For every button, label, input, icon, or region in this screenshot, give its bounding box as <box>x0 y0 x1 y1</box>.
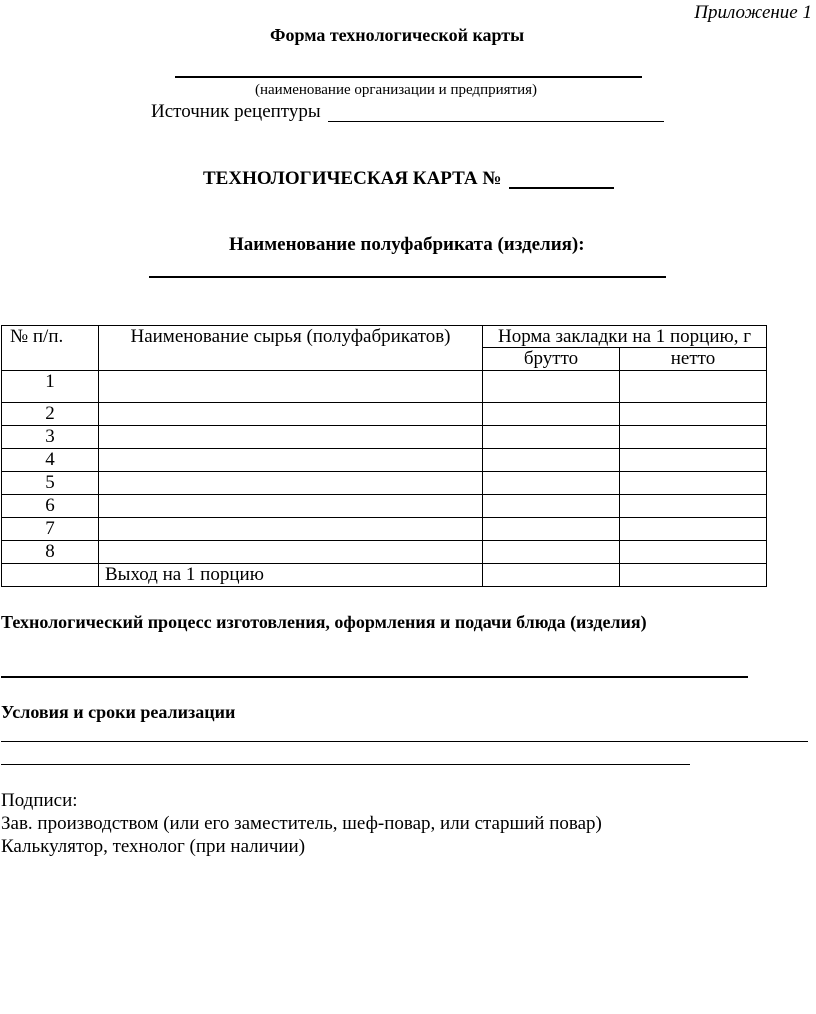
gross-cell[interactable] <box>483 449 620 472</box>
form-title: Форма технологической карты <box>270 25 525 45</box>
ingredient-cell[interactable] <box>99 426 483 449</box>
row-number: 3 <box>2 426 99 449</box>
output-row <box>2 564 767 587</box>
process-line[interactable] <box>1 676 748 678</box>
row-number: 1 <box>2 371 99 403</box>
net-cell[interactable] <box>620 472 767 495</box>
card-title: ТЕХНОЛОГИЧЕСКАЯ КАРТА № <box>203 168 502 189</box>
process-heading: Технологический процесс изготовления, оформления и подачи блюда (изделия) <box>1 612 647 632</box>
conditions-heading: Условия и сроки реализации <box>1 702 236 722</box>
table-row <box>2 495 767 518</box>
net-cell[interactable] <box>620 371 767 403</box>
row-number: 8 <box>2 541 99 564</box>
table-row <box>2 541 767 564</box>
ingredients-table <box>1 325 767 587</box>
row-number: 5 <box>2 472 99 495</box>
gross-cell[interactable] <box>483 426 620 449</box>
header-net: нетто <box>620 348 767 371</box>
row-number: 2 <box>2 403 99 426</box>
net-cell[interactable] <box>620 518 767 541</box>
conditions-line-2[interactable] <box>1 764 690 765</box>
conditions-line-1[interactable] <box>1 741 808 742</box>
row-number: 6 <box>2 495 99 518</box>
header-name: Наименование сырья (полуфабрикатов) <box>99 326 483 371</box>
table-row <box>2 472 767 495</box>
ingredient-cell[interactable] <box>99 371 483 403</box>
gross-cell[interactable] <box>483 518 620 541</box>
output-num-cell <box>2 564 99 587</box>
gross-cell[interactable] <box>483 403 620 426</box>
recipe-source-line[interactable] <box>328 121 664 122</box>
gross-cell[interactable] <box>483 371 620 403</box>
ingredient-cell[interactable] <box>99 403 483 426</box>
signature-line-2: Калькулятор, технолог (при наличии) <box>1 836 306 857</box>
header-norm: Норма закладки на 1 порцию, г <box>483 326 767 348</box>
ingredient-cell[interactable] <box>99 495 483 518</box>
ingredient-cell[interactable] <box>99 449 483 472</box>
recipe-source-label: Источник рецептуры <box>151 101 321 122</box>
gross-cell[interactable] <box>483 472 620 495</box>
table-row <box>2 403 767 426</box>
net-cell[interactable] <box>620 403 767 426</box>
gross-cell[interactable] <box>483 541 620 564</box>
net-cell[interactable] <box>620 495 767 518</box>
row-number: 4 <box>2 449 99 472</box>
card-number-line[interactable] <box>509 187 614 189</box>
signatures-label: Подписи: <box>1 790 78 811</box>
header-num: № п/п. <box>2 326 99 371</box>
table-row <box>2 449 767 472</box>
row-number: 7 <box>2 518 99 541</box>
header-gross: брутто <box>483 348 620 371</box>
output-label: Выход на 1 порцию <box>99 564 483 587</box>
product-name-label: Наименование полуфабриката (изделия): <box>229 234 585 255</box>
appendix-label: Приложение 1 <box>694 2 812 23</box>
ingredient-cell[interactable] <box>99 518 483 541</box>
table-row <box>2 371 767 403</box>
ingredient-cell[interactable] <box>99 472 483 495</box>
output-gross-cell[interactable] <box>483 564 620 587</box>
org-name-line[interactable] <box>175 76 642 78</box>
org-name-caption: (наименование организации и предприятия) <box>255 82 537 98</box>
net-cell[interactable] <box>620 449 767 472</box>
table-row <box>2 426 767 449</box>
net-cell[interactable] <box>620 541 767 564</box>
signature-line-1: Зав. производством (или его заместитель, шеф-повар, или старший повар) <box>1 813 602 834</box>
product-name-line[interactable] <box>149 276 666 278</box>
gross-cell[interactable] <box>483 495 620 518</box>
output-net-cell[interactable] <box>620 564 767 587</box>
table-row <box>2 518 767 541</box>
ingredient-cell[interactable] <box>99 541 483 564</box>
net-cell[interactable] <box>620 426 767 449</box>
